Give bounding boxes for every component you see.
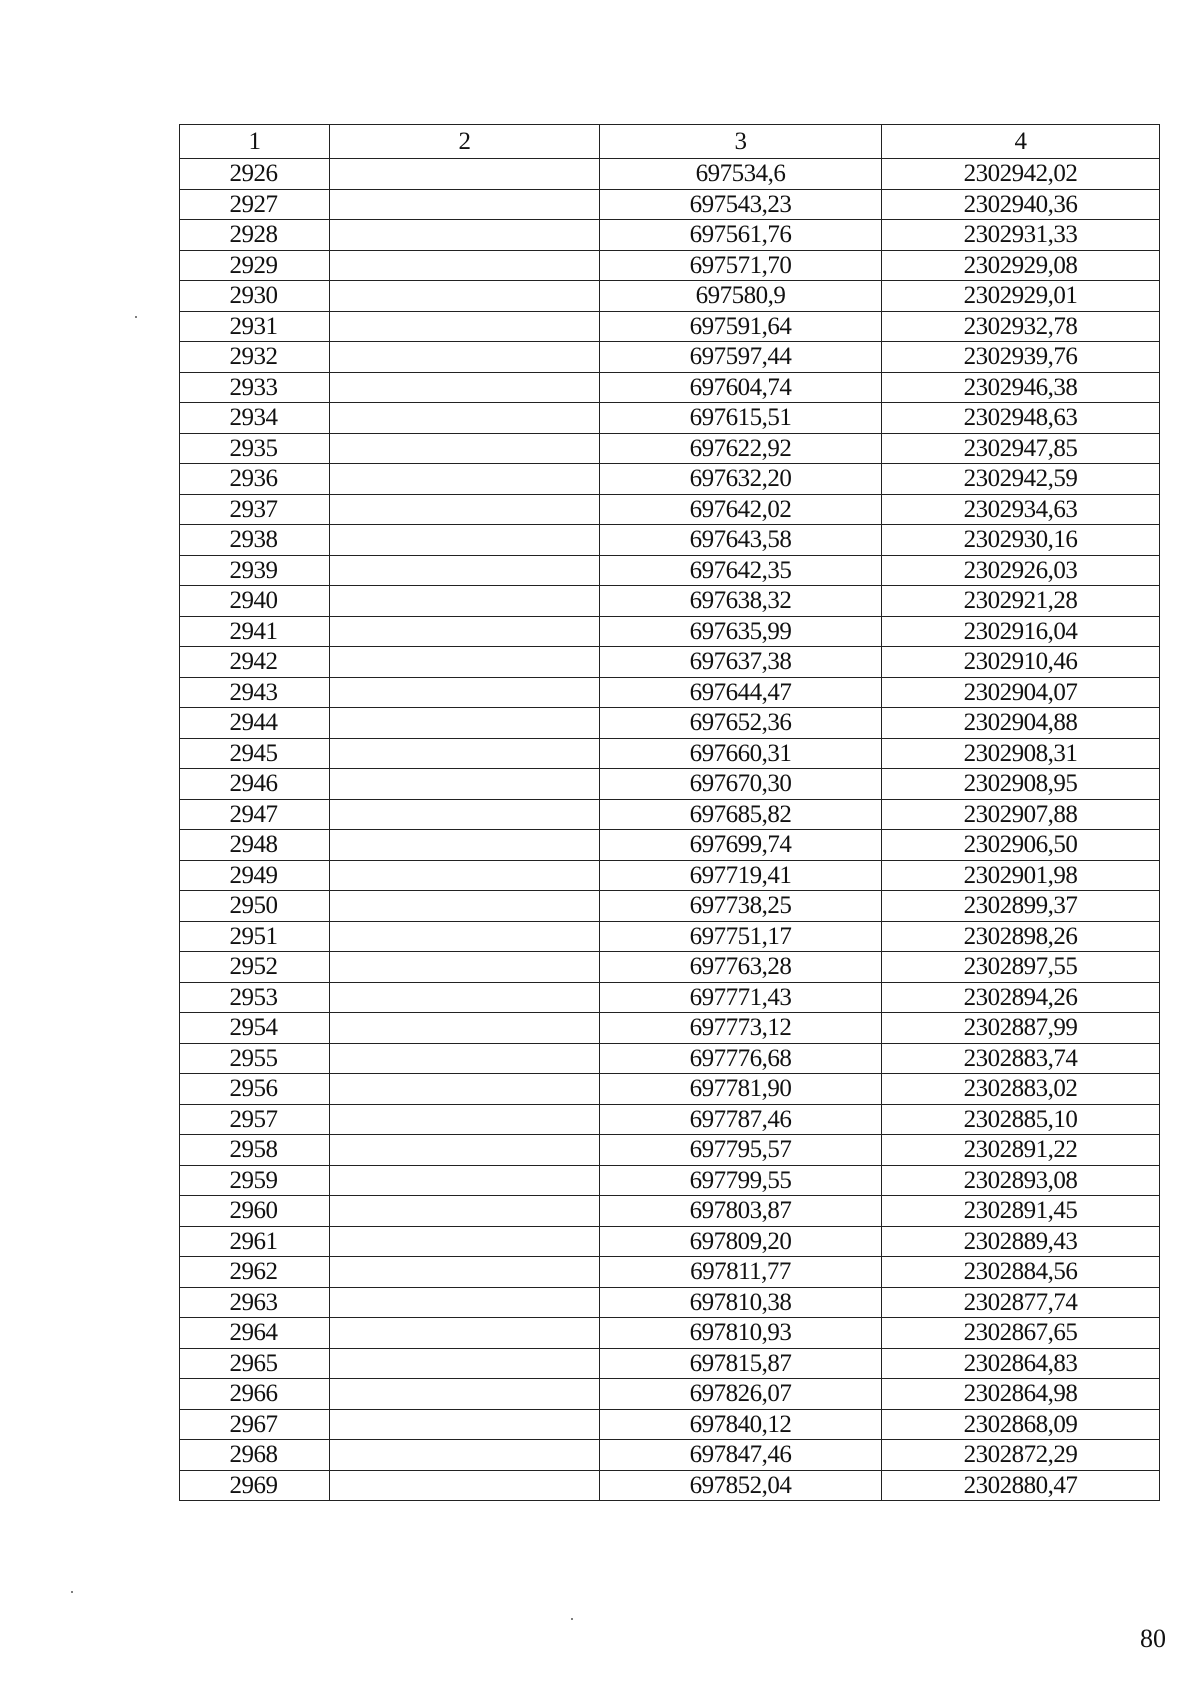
description-cell	[330, 830, 600, 861]
table-row	[180, 1226, 1160, 1257]
coordinate-y-cell: 2302901,98	[882, 860, 1160, 891]
coordinate-y-cell: 2302889,43	[882, 1226, 1160, 1257]
description-cell	[330, 433, 600, 464]
coordinate-y-cell: 2302867,65	[882, 1318, 1160, 1349]
coordinate-y-cell: 2302921,28	[882, 586, 1160, 617]
coordinate-x-cell: 697642,35	[600, 555, 882, 586]
table-row	[180, 616, 1160, 647]
table-row	[180, 1318, 1160, 1349]
coordinate-y-cell: 2302942,02	[882, 159, 1160, 190]
description-cell	[330, 982, 600, 1013]
coordinate-y-cell: 2302907,88	[882, 799, 1160, 830]
point-number-cell: 2958	[180, 1135, 330, 1166]
coordinate-x-cell: 697810,93	[600, 1318, 882, 1349]
table-body	[180, 159, 1160, 1501]
point-number-cell: 2963	[180, 1287, 330, 1318]
table-row	[180, 189, 1160, 220]
coordinate-y-cell: 2302947,85	[882, 433, 1160, 464]
point-number-cell: 2926	[180, 159, 330, 190]
coordinate-y-cell: 2302868,09	[882, 1409, 1160, 1440]
description-cell	[330, 220, 600, 251]
table-row	[180, 1287, 1160, 1318]
table-row	[180, 586, 1160, 617]
point-number-cell: 2929	[180, 250, 330, 281]
table-row	[180, 494, 1160, 525]
description-cell	[330, 799, 600, 830]
description-cell	[330, 1379, 600, 1410]
table-row	[180, 1196, 1160, 1227]
description-cell	[330, 342, 600, 373]
point-number-cell: 2946	[180, 769, 330, 800]
point-number-cell: 2928	[180, 220, 330, 251]
point-number-cell: 2934	[180, 403, 330, 434]
point-number-cell: 2964	[180, 1318, 330, 1349]
coordinate-x-cell: 697543,23	[600, 189, 882, 220]
point-number-cell: 2961	[180, 1226, 330, 1257]
coordinate-x-cell: 697738,25	[600, 891, 882, 922]
description-cell	[330, 1470, 600, 1501]
table-row	[180, 738, 1160, 769]
coordinate-y-cell: 2302948,63	[882, 403, 1160, 434]
coordinate-table	[179, 124, 1160, 1501]
column-header-3: 3	[600, 125, 882, 159]
description-cell	[330, 891, 600, 922]
coordinate-x-cell: 697591,64	[600, 311, 882, 342]
coordinate-y-cell: 2302891,22	[882, 1135, 1160, 1166]
table-row	[180, 525, 1160, 556]
description-cell	[330, 1226, 600, 1257]
coordinate-y-cell: 2302864,98	[882, 1379, 1160, 1410]
coordinate-y-cell: 2302883,02	[882, 1074, 1160, 1105]
table-row	[180, 769, 1160, 800]
description-cell	[330, 525, 600, 556]
description-cell	[330, 1348, 600, 1379]
coordinate-x-cell: 697571,70	[600, 250, 882, 281]
point-number-cell: 2960	[180, 1196, 330, 1227]
point-number-cell: 2957	[180, 1104, 330, 1135]
column-header-2: 2	[330, 125, 600, 159]
coordinate-x-cell: 697810,38	[600, 1287, 882, 1318]
description-cell	[330, 250, 600, 281]
table-row	[180, 1409, 1160, 1440]
point-number-cell: 2945	[180, 738, 330, 769]
coordinate-y-cell: 2302897,55	[882, 952, 1160, 983]
coordinate-x-cell: 697826,07	[600, 1379, 882, 1410]
point-number-cell: 2950	[180, 891, 330, 922]
coordinate-x-cell: 697847,46	[600, 1440, 882, 1471]
point-number-cell: 2936	[180, 464, 330, 495]
description-cell	[330, 555, 600, 586]
coordinate-x-cell: 697776,68	[600, 1043, 882, 1074]
table-row	[180, 159, 1160, 190]
coordinate-x-cell: 697638,32	[600, 586, 882, 617]
coordinate-y-cell: 2302887,99	[882, 1013, 1160, 1044]
coordinate-x-cell: 697781,90	[600, 1074, 882, 1105]
point-number-cell: 2949	[180, 860, 330, 891]
table-row	[180, 403, 1160, 434]
table-row	[180, 677, 1160, 708]
table-row	[180, 372, 1160, 403]
coordinate-y-cell: 2302898,26	[882, 921, 1160, 952]
table-row	[180, 891, 1160, 922]
point-number-cell: 2935	[180, 433, 330, 464]
coordinate-x-cell: 697580,9	[600, 281, 882, 312]
coordinate-x-cell: 697811,77	[600, 1257, 882, 1288]
point-number-cell: 2944	[180, 708, 330, 739]
description-cell	[330, 1104, 600, 1135]
scan-speck	[135, 316, 137, 318]
coordinate-x-cell: 697632,20	[600, 464, 882, 495]
coordinate-x-cell: 697795,57	[600, 1135, 882, 1166]
coordinate-y-cell: 2302894,26	[882, 982, 1160, 1013]
table-row	[180, 1074, 1160, 1105]
point-number-cell: 2948	[180, 830, 330, 861]
description-cell	[330, 647, 600, 678]
table-header	[180, 125, 1160, 159]
table-row	[180, 281, 1160, 312]
table-row	[180, 250, 1160, 281]
coordinate-y-cell: 2302893,08	[882, 1165, 1160, 1196]
coordinate-y-cell: 2302916,04	[882, 616, 1160, 647]
coordinate-x-cell: 697622,92	[600, 433, 882, 464]
description-cell	[330, 1043, 600, 1074]
table-row	[180, 220, 1160, 251]
coordinate-y-cell: 2302864,83	[882, 1348, 1160, 1379]
coordinate-y-cell: 2302942,59	[882, 464, 1160, 495]
table-row	[180, 921, 1160, 952]
description-cell	[330, 677, 600, 708]
point-number-cell: 2937	[180, 494, 330, 525]
table-row	[180, 1257, 1160, 1288]
description-cell	[330, 1135, 600, 1166]
coordinate-x-cell: 697685,82	[600, 799, 882, 830]
description-cell	[330, 1287, 600, 1318]
coordinate-x-cell: 697635,99	[600, 616, 882, 647]
coordinate-x-cell: 697763,28	[600, 952, 882, 983]
table-row	[180, 647, 1160, 678]
coordinate-y-cell: 2302910,46	[882, 647, 1160, 678]
point-number-cell: 2968	[180, 1440, 330, 1471]
table-row	[180, 1165, 1160, 1196]
coordinate-y-cell: 2302908,95	[882, 769, 1160, 800]
coordinate-x-cell: 697809,20	[600, 1226, 882, 1257]
coordinate-y-cell: 2302932,78	[882, 311, 1160, 342]
point-number-cell: 2931	[180, 311, 330, 342]
point-number-cell: 2939	[180, 555, 330, 586]
scan-speck	[571, 1618, 573, 1620]
coordinate-y-cell: 2302885,10	[882, 1104, 1160, 1135]
table-row	[180, 952, 1160, 983]
coordinate-y-cell: 2302929,08	[882, 250, 1160, 281]
coordinate-x-cell: 697670,30	[600, 769, 882, 800]
column-header-1: 1	[180, 125, 330, 159]
description-cell	[330, 1165, 600, 1196]
coordinate-y-cell: 2302931,33	[882, 220, 1160, 251]
table-header-row	[180, 125, 1160, 159]
coordinate-y-cell: 2302906,50	[882, 830, 1160, 861]
table-row	[180, 799, 1160, 830]
table-row	[180, 1135, 1160, 1166]
coordinate-x-cell: 697561,76	[600, 220, 882, 251]
coordinate-y-cell: 2302899,37	[882, 891, 1160, 922]
table-row	[180, 342, 1160, 373]
coordinate-x-cell: 697815,87	[600, 1348, 882, 1379]
table-row	[180, 1470, 1160, 1501]
description-cell	[330, 403, 600, 434]
coordinate-x-cell: 697604,74	[600, 372, 882, 403]
coordinate-y-cell: 2302930,16	[882, 525, 1160, 556]
description-cell	[330, 1257, 600, 1288]
coordinate-y-cell: 2302880,47	[882, 1470, 1160, 1501]
description-cell	[330, 586, 600, 617]
coordinate-x-cell: 697751,17	[600, 921, 882, 952]
description-cell	[330, 189, 600, 220]
table-row	[180, 464, 1160, 495]
coordinate-x-cell: 697615,51	[600, 403, 882, 434]
description-cell	[330, 494, 600, 525]
coordinate-y-cell: 2302934,63	[882, 494, 1160, 525]
coordinate-x-cell: 697534,6	[600, 159, 882, 190]
page-number: 80	[1140, 1624, 1166, 1653]
description-cell	[330, 769, 600, 800]
coordinate-x-cell: 697840,12	[600, 1409, 882, 1440]
table-row	[180, 555, 1160, 586]
point-number-cell: 2927	[180, 189, 330, 220]
point-number-cell: 2966	[180, 1379, 330, 1410]
point-number-cell: 2951	[180, 921, 330, 952]
point-number-cell: 2954	[180, 1013, 330, 1044]
point-number-cell: 2952	[180, 952, 330, 983]
coordinate-y-cell: 2302872,29	[882, 1440, 1160, 1471]
description-cell	[330, 1074, 600, 1105]
description-cell	[330, 281, 600, 312]
coordinate-y-cell: 2302904,88	[882, 708, 1160, 739]
table-row	[180, 433, 1160, 464]
coordinate-y-cell: 2302884,56	[882, 1257, 1160, 1288]
coordinate-x-cell: 697643,58	[600, 525, 882, 556]
table-row	[180, 982, 1160, 1013]
point-number-cell: 2959	[180, 1165, 330, 1196]
coordinate-y-cell: 2302940,36	[882, 189, 1160, 220]
coordinate-x-cell: 697652,36	[600, 708, 882, 739]
description-cell	[330, 159, 600, 190]
description-cell	[330, 921, 600, 952]
coordinate-x-cell: 697644,47	[600, 677, 882, 708]
description-cell	[330, 464, 600, 495]
table-row	[180, 1043, 1160, 1074]
coordinate-y-cell: 2302929,01	[882, 281, 1160, 312]
description-cell	[330, 372, 600, 403]
description-cell	[330, 616, 600, 647]
description-cell	[330, 1440, 600, 1471]
coordinate-x-cell: 697660,31	[600, 738, 882, 769]
coordinate-y-cell: 2302877,74	[882, 1287, 1160, 1318]
coordinate-x-cell: 697699,74	[600, 830, 882, 861]
description-cell	[330, 1196, 600, 1227]
description-cell	[330, 1409, 600, 1440]
table-row	[180, 860, 1160, 891]
coordinate-x-cell: 697597,44	[600, 342, 882, 373]
coordinate-y-cell: 2302904,07	[882, 677, 1160, 708]
point-number-cell: 2933	[180, 372, 330, 403]
description-cell	[330, 738, 600, 769]
coordinate-x-cell: 697803,87	[600, 1196, 882, 1227]
point-number-cell: 2942	[180, 647, 330, 678]
coordinate-y-cell: 2302908,31	[882, 738, 1160, 769]
coordinate-y-cell: 2302891,45	[882, 1196, 1160, 1227]
point-number-cell: 2930	[180, 281, 330, 312]
point-number-cell: 2941	[180, 616, 330, 647]
point-number-cell: 2943	[180, 677, 330, 708]
point-number-cell: 2965	[180, 1348, 330, 1379]
table-row	[180, 1440, 1160, 1471]
description-cell	[330, 860, 600, 891]
coordinate-y-cell: 2302883,74	[882, 1043, 1160, 1074]
point-number-cell: 2956	[180, 1074, 330, 1105]
point-number-cell: 2955	[180, 1043, 330, 1074]
point-number-cell: 2932	[180, 342, 330, 373]
point-number-cell: 2938	[180, 525, 330, 556]
table-row	[180, 1104, 1160, 1135]
point-number-cell: 2967	[180, 1409, 330, 1440]
description-cell	[330, 1013, 600, 1044]
column-header-4: 4	[882, 125, 1160, 159]
table-row	[180, 1348, 1160, 1379]
description-cell	[330, 1318, 600, 1349]
description-cell	[330, 311, 600, 342]
table-row	[180, 708, 1160, 739]
point-number-cell: 2953	[180, 982, 330, 1013]
coordinate-x-cell: 697771,43	[600, 982, 882, 1013]
coordinate-x-cell: 697852,04	[600, 1470, 882, 1501]
point-number-cell: 2962	[180, 1257, 330, 1288]
point-number-cell: 2940	[180, 586, 330, 617]
table-row	[180, 830, 1160, 861]
description-cell	[330, 708, 600, 739]
coordinate-x-cell: 697799,55	[600, 1165, 882, 1196]
coordinate-x-cell: 697637,38	[600, 647, 882, 678]
coordinate-x-cell: 697719,41	[600, 860, 882, 891]
table-row	[180, 1013, 1160, 1044]
point-number-cell: 2947	[180, 799, 330, 830]
coordinate-x-cell: 697787,46	[600, 1104, 882, 1135]
table-row	[180, 311, 1160, 342]
coordinate-x-cell: 697773,12	[600, 1013, 882, 1044]
coordinate-y-cell: 2302926,03	[882, 555, 1160, 586]
description-cell	[330, 952, 600, 983]
coordinate-y-cell: 2302946,38	[882, 372, 1160, 403]
coordinate-x-cell: 697642,02	[600, 494, 882, 525]
coordinate-y-cell: 2302939,76	[882, 342, 1160, 373]
scan-speck	[71, 1591, 73, 1593]
table-row	[180, 1379, 1160, 1410]
point-number-cell: 2969	[180, 1470, 330, 1501]
